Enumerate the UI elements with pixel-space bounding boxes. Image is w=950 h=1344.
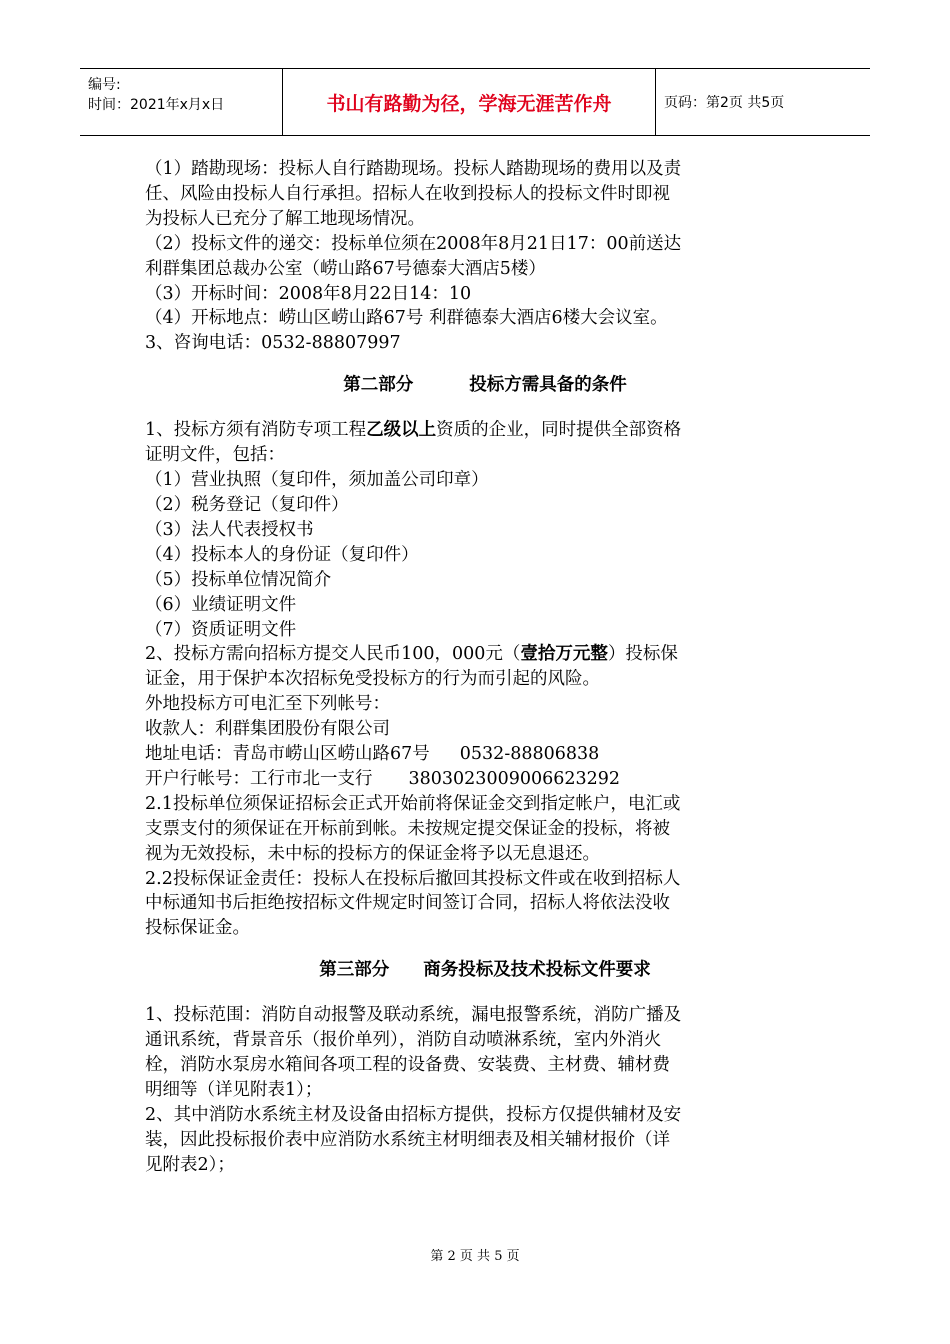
- text-line: 收款人：利群集团股份有限公司: [145, 719, 390, 740]
- list-item: （4）投标本人的身份证（复印件）: [145, 544, 419, 565]
- section-heading-2: [145, 371, 825, 396]
- list-item: （6）业绩证明文件: [145, 594, 297, 615]
- page-footer: 第 2 页 共 5 页: [430, 1249, 520, 1264]
- text-line: 2.2投标保证金责任：投标人在投标后撤回其投标文件或在收到招标人: [145, 868, 681, 889]
- date-label: 时间：2021年x月x日: [88, 97, 225, 113]
- text-line: 3、咨询电话：0532-88807997: [145, 333, 401, 354]
- text-line: 利群集团总裁办公室（崂山路67号德泰大酒店5楼）: [145, 258, 546, 279]
- text-line: 1、投标范围：消防自动报警及联动系统，漏电报警系统，消防广播及: [145, 1005, 682, 1026]
- text-line: 2、投标方需向招标方提交人民币100，000元（壹拾万元整）投标保: [145, 644, 678, 665]
- text-line: 开户行帐号：工行市北一支行 3803023009006623292: [145, 768, 621, 789]
- bank-account: 3803023009006623292: [408, 768, 621, 789]
- text-line: 见附表2）；: [145, 1154, 235, 1175]
- text-line: 通讯系统，背景音乐（报价单列），消防自动喷淋系统，室内外消火: [145, 1030, 662, 1051]
- list-item: （5）投标单位情况简介: [145, 569, 332, 590]
- text-line: 栓，消防水泵房水箱间各项工程的设备费、安装费、主材费、辅材费: [145, 1055, 670, 1076]
- text-line: 装，因此投标报价表中应消防水系统主材明细表及相关辅材报价（详: [145, 1129, 670, 1150]
- text-line: 任、风险由投标人自行承担。招标人在收到投标人的投标文件时即视: [145, 183, 670, 204]
- text-line: 为投标人已充分了解工地现场情况。: [145, 208, 425, 229]
- header-motto: 书山有路勤为径，学海无涯苦作舟: [282, 69, 656, 135]
- section-title: 投标方需具备的条件: [469, 375, 627, 396]
- phone-number: 0532-88806838: [459, 744, 600, 765]
- header-page-label: 页码：第2页 共5页: [664, 95, 785, 111]
- text-line: 视为无效投标，未中标的投标方的保证金将予以无息退还。: [145, 843, 600, 864]
- text-line: 支票支付的须保证在开标前到帐。未按规定提交保证金的投标，将被: [145, 818, 670, 839]
- text-line: 外地投标方可电汇至下列帐号：: [145, 694, 390, 715]
- text-line: （1）踏勘现场：投标人自行踏勘现场。投标人踏勘现场的费用以及责: [145, 159, 682, 179]
- text-line: 证金，用于保护本次招标免受投标方的行为而引起的风险。: [145, 669, 600, 690]
- part2: [145, 418, 825, 941]
- list-item: （7）资质证明文件: [145, 619, 297, 640]
- text-line: 地址电话：青岛市崂山区崂山路67号 0532-88806838: [145, 744, 600, 765]
- bold-text: 乙级以上: [366, 420, 437, 441]
- part1: [145, 157, 825, 356]
- text-line: 1、投标方须有消防专项工程乙级以上资质的企业，同时提供全部资格: [145, 420, 682, 441]
- header-info: [80, 69, 282, 135]
- text-line: 证明文件，包括：: [145, 445, 285, 466]
- text-line: （3）开标时间：2008年8月22日14：10: [145, 283, 472, 304]
- text-line: （4）开标地点：崂山区崂山路67号 利群德泰大酒店6楼大会议室。: [145, 308, 668, 329]
- list-item: （3）法人代表授权书: [145, 519, 314, 540]
- text-line: 明细等（详见附表1）；: [145, 1080, 323, 1100]
- section-title: 商务投标及技术投标文件要求: [423, 960, 651, 981]
- part3: [145, 1003, 825, 1177]
- text-line: 2.1投标单位须保证招标会正式开始前将保证金交到指定帐户，电汇或: [145, 793, 681, 814]
- page-header: [80, 68, 870, 136]
- list-item: （1）营业执照（复印件，须加盖公司印章）: [145, 470, 489, 491]
- text-line: 中标通知书后拒绝按招标文件规定时间签订合同，招标人将依法没收: [145, 893, 670, 914]
- text-line: 2、其中消防水系统主材及设备由招标方提供，投标方仅提供辅材及安: [145, 1104, 682, 1125]
- document-body: [145, 157, 825, 1178]
- section-number: 第二部分: [343, 375, 414, 396]
- text-line: 投标保证金。: [145, 918, 250, 939]
- list-item: （2）税务登记（复印件）: [145, 494, 349, 515]
- bold-text: 壹拾万元整: [520, 644, 608, 665]
- number-label: 编号:: [88, 77, 121, 93]
- text-line: （2）投标文件的递交：投标单位须在2008年8月21日17：00前送达: [145, 233, 682, 254]
- section-heading-3: [145, 956, 825, 981]
- section-number: 第三部分: [319, 960, 390, 981]
